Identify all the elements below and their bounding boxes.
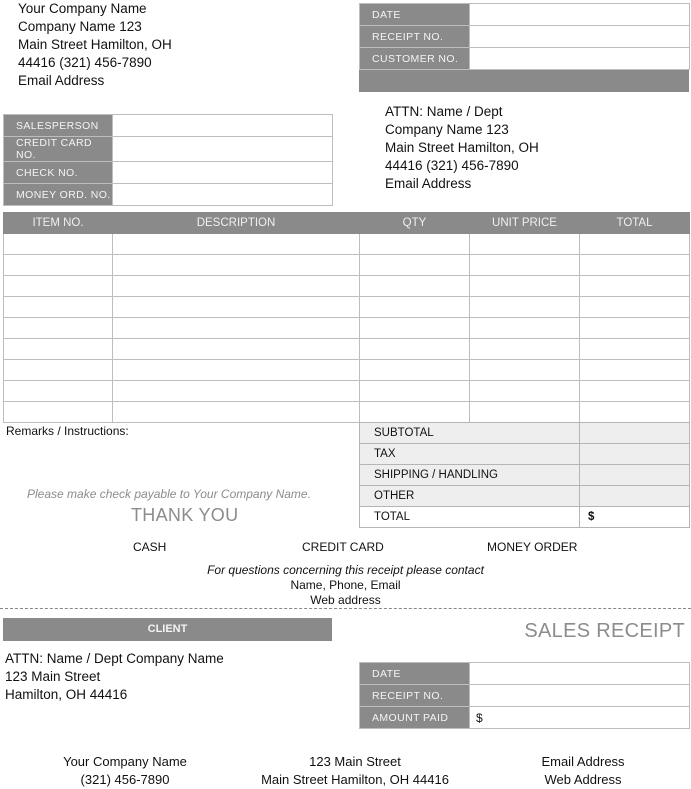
payable-note: Please make check payable to Your Company Name.	[27, 487, 311, 501]
table-cell[interactable]	[113, 276, 360, 297]
table-cell[interactable]	[360, 360, 470, 381]
customer-no-field[interactable]	[470, 48, 690, 70]
table-cell[interactable]	[113, 360, 360, 381]
table-cell[interactable]	[360, 234, 470, 255]
table-cell[interactable]	[580, 381, 690, 402]
table-cell[interactable]	[4, 297, 113, 318]
attn-line3: Main Street Hamilton, OH	[385, 140, 539, 155]
footer-city: Main Street Hamilton, OH 44416	[261, 772, 449, 787]
table-cell[interactable]	[470, 381, 580, 402]
payment-money-order: MONEY ORDER	[487, 540, 578, 554]
items-header-description: DESCRIPTION	[113, 213, 360, 234]
table-cell[interactable]	[4, 360, 113, 381]
client-address	[5, 650, 224, 704]
table-cell[interactable]	[470, 339, 580, 360]
items-table	[3, 212, 690, 423]
stub-date-field[interactable]	[470, 663, 690, 685]
table-cell[interactable]	[580, 402, 690, 423]
header-form	[359, 3, 690, 70]
table-cell[interactable]	[4, 255, 113, 276]
salesperson-field[interactable]	[113, 115, 333, 137]
shipping-value[interactable]	[580, 465, 690, 486]
footer-col3	[493, 753, 673, 789]
attn-line4: 44416 (321) 456-7890	[385, 158, 519, 173]
contact-block	[0, 563, 691, 608]
table-cell[interactable]	[4, 402, 113, 423]
stub-form	[359, 662, 690, 729]
sales-receipt-title: SALES RECEIPT	[524, 620, 685, 642]
receipt-no-field[interactable]	[470, 26, 690, 48]
table-cell[interactable]	[113, 318, 360, 339]
table-cell[interactable]	[470, 402, 580, 423]
company-line3: Main Street Hamilton, OH	[18, 37, 172, 52]
client-line2: 123 Main Street	[5, 669, 101, 684]
table-cell[interactable]	[113, 255, 360, 276]
table-row	[4, 381, 690, 402]
table-cell[interactable]	[470, 234, 580, 255]
table-cell[interactable]	[580, 360, 690, 381]
subtotal-value[interactable]	[580, 423, 690, 444]
contact-line1: For questions concerning this receipt please contact	[207, 563, 484, 577]
table-cell[interactable]	[113, 381, 360, 402]
table-row	[4, 402, 690, 423]
credit-card-label: CREDIT CARD NO.	[4, 137, 113, 162]
thank-you: THANK YOU	[131, 505, 239, 525]
client-line3: Hamilton, OH 44416	[5, 687, 128, 702]
footer-phone: (321) 456-7890	[80, 772, 170, 787]
total-value[interactable]: $	[580, 507, 690, 528]
total-label: TOTAL	[360, 507, 580, 528]
shipping-label: SHIPPING / HANDLING	[360, 465, 580, 486]
salesperson-label: SALESPERSON	[4, 115, 113, 137]
header-form-footer-bar	[359, 70, 689, 92]
table-row	[4, 255, 690, 276]
table-cell[interactable]	[470, 360, 580, 381]
company-line4: 44416 (321) 456-7890	[18, 55, 152, 70]
credit-card-field[interactable]	[113, 137, 333, 162]
table-row	[4, 360, 690, 381]
table-cell[interactable]	[580, 276, 690, 297]
table-cell[interactable]	[470, 255, 580, 276]
table-row	[4, 318, 690, 339]
attn-line2: Company Name 123	[385, 122, 509, 137]
items-header-unit-price: UNIT PRICE	[470, 213, 580, 234]
table-row	[4, 234, 690, 255]
items-header-qty: QTY	[360, 213, 470, 234]
table-cell[interactable]	[360, 339, 470, 360]
footer-web: Web Address	[544, 772, 622, 787]
table-cell[interactable]	[360, 297, 470, 318]
tax-label: TAX	[360, 444, 580, 465]
date-field[interactable]	[470, 4, 690, 26]
footer-col1	[25, 753, 225, 789]
table-cell[interactable]	[360, 255, 470, 276]
table-row	[4, 339, 690, 360]
table-cell[interactable]	[113, 297, 360, 318]
payment-credit-card: CREDIT CARD	[302, 540, 384, 554]
company-email: Email Address	[18, 73, 105, 88]
items-header-item-no: ITEM NO.	[4, 213, 113, 234]
money-order-label: MONEY ORD. NO.	[4, 184, 113, 206]
items-header-row	[4, 213, 690, 234]
remarks-label: Remarks / Instructions:	[6, 424, 129, 438]
table-cell[interactable]	[470, 276, 580, 297]
footer-email: Email Address	[541, 754, 625, 769]
attn-address	[385, 103, 539, 193]
receipt-no-label: RECEIPT NO.	[360, 26, 470, 48]
table-cell[interactable]	[113, 402, 360, 423]
company-line2: Company Name 123	[18, 19, 142, 34]
table-cell[interactable]	[580, 318, 690, 339]
table-cell[interactable]	[4, 276, 113, 297]
table-cell[interactable]	[580, 255, 690, 276]
payment-cash: CASH	[133, 540, 167, 554]
footer-company-name: Your Company Name	[63, 754, 187, 769]
table-cell[interactable]	[113, 339, 360, 360]
client-label: CLIENT	[147, 623, 188, 635]
table-cell[interactable]	[470, 297, 580, 318]
table-cell[interactable]	[360, 381, 470, 402]
table-cell[interactable]	[580, 297, 690, 318]
subtotal-label: SUBTOTAL	[360, 423, 580, 444]
tax-value[interactable]	[580, 444, 690, 465]
items-header-total: TOTAL	[580, 213, 690, 234]
footer-street: 123 Main Street	[309, 754, 401, 769]
table-row	[4, 297, 690, 318]
date-label: DATE	[360, 4, 470, 26]
stub-receipt-label: RECEIPT NO.	[360, 685, 470, 707]
cut-line	[0, 608, 691, 609]
customer-no-label: CUSTOMER NO.	[360, 48, 470, 70]
table-cell[interactable]	[4, 381, 113, 402]
contact-line3: Web address	[310, 593, 381, 607]
contact-line2: Name, Phone, Email	[290, 578, 401, 592]
client-line1: ATTN: Name / Dept Company Name	[5, 651, 224, 666]
money-order-field[interactable]	[113, 184, 333, 206]
totals-table	[359, 422, 690, 528]
attn-email: Email Address	[385, 176, 472, 191]
check-no-field[interactable]	[113, 162, 333, 184]
company-name: Your Company Name	[18, 1, 147, 16]
table-cell[interactable]	[470, 318, 580, 339]
table-cell[interactable]	[4, 339, 113, 360]
attn-line1: ATTN: Name / Dept	[385, 104, 503, 119]
other-value[interactable]	[580, 486, 690, 507]
client-bar	[3, 618, 332, 641]
amount-paid-field[interactable]: $	[470, 707, 690, 729]
table-cell[interactable]	[113, 234, 360, 255]
footer-col2	[235, 753, 475, 789]
other-label: OTHER	[360, 486, 580, 507]
stub-date-label: DATE	[360, 663, 470, 685]
table-cell[interactable]	[360, 402, 470, 423]
table-cell[interactable]	[4, 318, 113, 339]
company-address	[18, 0, 172, 90]
table-row	[4, 276, 690, 297]
table-cell[interactable]	[580, 234, 690, 255]
table-cell[interactable]	[360, 276, 470, 297]
table-cell[interactable]	[4, 234, 113, 255]
check-no-label: CHECK NO.	[4, 162, 113, 184]
amount-paid-label: AMOUNT PAID	[360, 707, 470, 729]
table-cell[interactable]	[360, 318, 470, 339]
table-cell[interactable]	[580, 339, 690, 360]
stub-receipt-field[interactable]	[470, 685, 690, 707]
payment-form	[3, 114, 333, 206]
